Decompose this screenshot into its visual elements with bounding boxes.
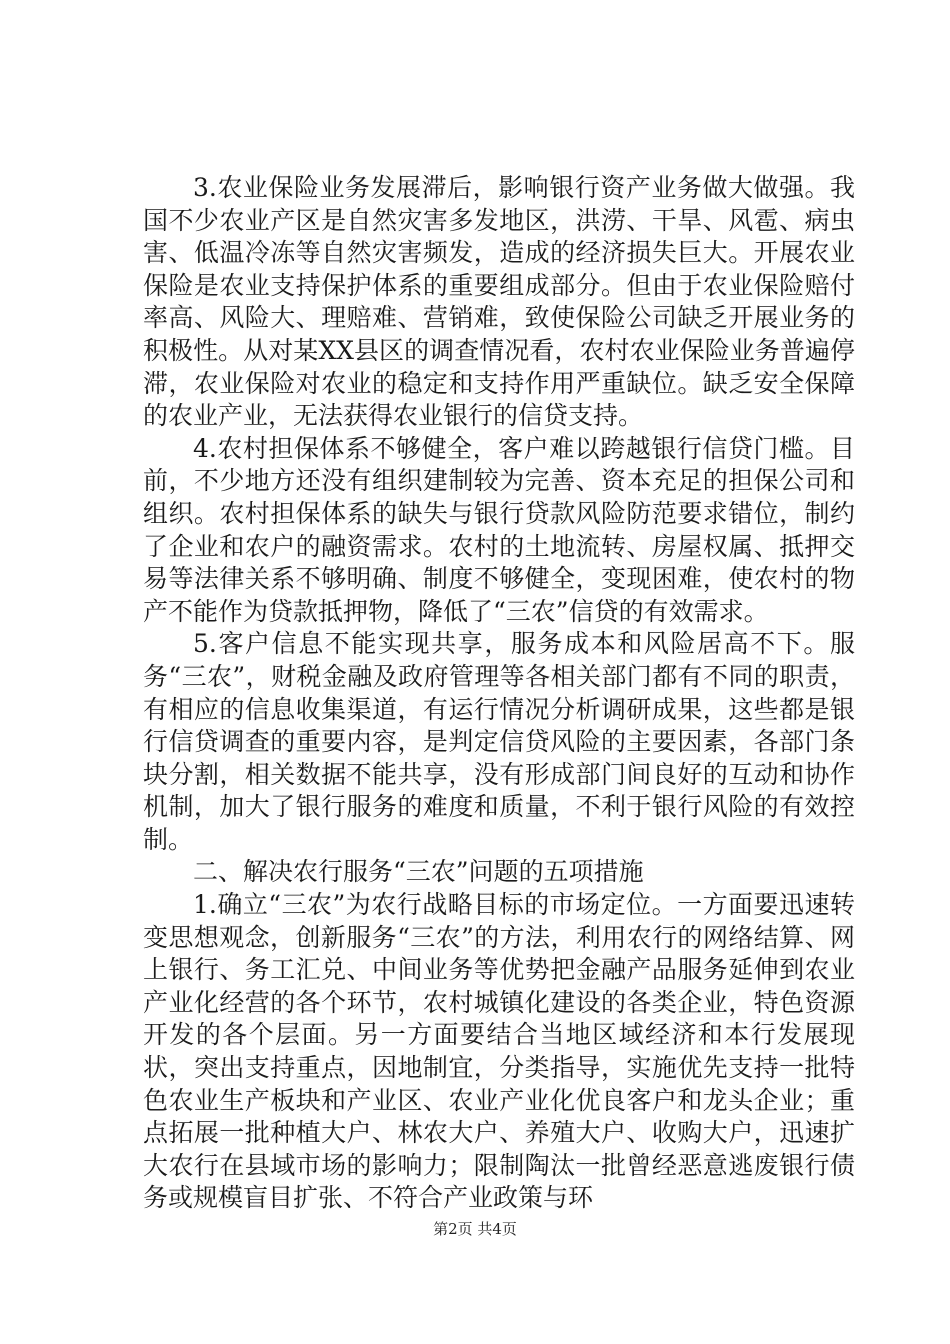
section-heading-measures: 二、解决农行服务“三农”问题的五项措施 (193, 857, 644, 887)
paragraph-agricultural-insurance: 3.农业保险业务发展滞后，影响银行资产业务做大做强。我国不少农业产区是自然灾害多发地区，洪涝、干旱、风雹、病虫害、低温冷冻等自然灾害频发，造成的经济损失巨大。开展农业保险是农业支持保护体系的重要组成部分。但由于农业保险赔付率高、风险大、理赔难、营销难，致使保险公司缺乏开展业务的积极性。从对某XX县区的调查情况看，农村农业保险业务普遍停滞，农业保险对农业的稳定和支持作用严重缺位。缺乏安全保障的农业产业，无法获得农业银行的信贷支持。 (143, 173, 855, 431)
document-body (143, 172, 855, 1215)
paragraph-information-sharing: 5.客户信息不能实现共享，服务成本和风险居高不下。服务“三农”，财税金融及政府管理等各相关部门都有不同的职责，有相应的信息收集渠道，有运行情况分析调研成果，这些都是银行信贷调查的重要内容，是判定信贷风险的主要因素，各部门条块分割，相关数据不能共享，没有形成部门间良好的互动和协作机制，加大了银行服务的难度和质量，不利于银行风险的有效控制。 (143, 629, 855, 854)
paragraph-market-positioning: 1.确立“三农”为农行战略目标的市场定位。一方面要迅速转变思想观念，创新服务“三农”的方法，利用农行的网络结算、网上银行、务工汇兑、中间业务等优势把金融产品服务延伸到农业产业化经营的各个环节，农村城镇化建设的各类企业，特色资源开发的各个层面。另一方面要结合当地区域经济和本行发展现状，突出支持重点，因地制宜，分类指导，实施优先支持一批特色农业生产板块和产业区、农业产业化优良客户和龙头企业；重点拓展一批种植大户、林农大户、养殖大户、收购大户，迅速扩大农行在县域市场的影响力；限制陶汰一批曾经恶意逃废银行债务或规模盲目扩张、不符合产业政策与环 (143, 890, 855, 1213)
paragraph-guarantee-system: 4.农村担保体系不够健全，客户难以跨越银行信贷门槛。目前，不少地方还没有组织建制较为完善、资本充足的担保公司和组织。农村担保体系的缺失与银行贷款风险防范要求错位，制约了企业和农户的融资需求。农村的土地流转、房屋权属、抵押交易等法律关系不够明确、制度不够健全，变现困难，使农村的物产不能作为贷款抵押物，降低了“三农”信贷的有效需求。 (143, 433, 855, 626)
page-footer: 第2页 共4页 (433, 1220, 517, 1238)
